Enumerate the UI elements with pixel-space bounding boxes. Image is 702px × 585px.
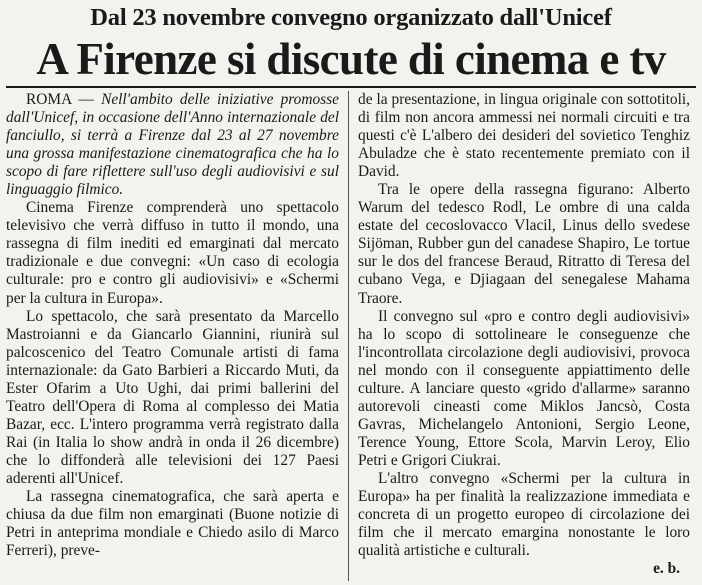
paragraph-3: Lo spettacolo, che sarà presentato da Marcello Mastroianni e da Giancarlo Giannini, riunirà sul palcoscenico del Teatro Comunale artisti di fama internazionale: da Gato Barbieri a Riccardo Muti, da Ester Ofarim a Uto Ughi, dai primi ballerini del Teatro dell'Opera di Roma al complesso dei Matia Bazar, ecc. L'intero programma verrà registrato dalla Rai (in Italia lo show andrà in onda il 26 dicembre) che lo diffonderà alle televisioni dei 127 Paesi aderenti all'Unicef.: [6, 307, 339, 487]
dateline: ROMA —: [26, 91, 94, 108]
byline: e. b.: [653, 560, 680, 578]
article-headline: A Firenze si discute di cinema e tv: [36, 34, 666, 84]
left-column: [6, 91, 348, 581]
paragraph-1: [6, 91, 339, 199]
paragraph-8: L'altro convegno «Schermi per la cultura in Europa» ha per finalità la realizzazione immediata e concreta di un progetto europeo di circolazione dei film che il mercato emargina nonostante le loro qualità artistiche e culturali.: [358, 469, 690, 560]
article-body: [6, 91, 696, 581]
paragraph-5: de la presentazione, in lingua originale con sottotitoli, di film non ancora ammessi nei normali circuiti e tra questi c'è L'albero dei desideri del sovietico Tenghiz Abuladze che è stato recentemente premiato con il David.: [358, 91, 690, 181]
headline-rule: [6, 86, 696, 88]
paragraph-2: Cinema Firenze comprenderà uno spettacolo televisivo che verrà diffuso in tutto il mondo, una rassegna di film inediti ed emarginati dal mercato tradizionale e due convegni: «Un caso di ecologia culturale: pro e contro gli audiovisivi» e «Schermi per la cultura in Europa».: [6, 199, 339, 307]
paragraph-7: Il convegno sul «pro e contro degli audiovisivi» ha lo scopo di sottolineare le conseguenze che l'incontrollata circolazione degli audiovisivi, provoca nel mondo con il conseguente appiattimento delle culture. A lanciare questo «grido d'allarme» saranno autorevoli cineasti come Miklos Jancsò, Costa Gavras, Michelangelo Antonioni, Sergio Leone, Terence Young, Ettore Scola, Marvin Leroy, Elio Petri e Grigori Ciukrai.: [358, 307, 690, 469]
paragraph-1-text: Nell'ambito delle iniziative promosse dall'Unicef, in occasione dell'Anno internazionale del fanciullo, si terrà a Firenze dal 23 al 27 novembre una grossa manifestazione cinematografica che ha lo scopo di fare riflettere sull'uso degli audiovisivi e sul linguaggio filmico.: [6, 91, 339, 199]
paragraph-4: La rassegna cinematografica, che sarà aperta e chiusa da due film non emarginati (Buone notizie di Petri in anteprima mondiale e Chiedo asilo di Marco Ferreri), preve-: [6, 488, 339, 560]
article-kicker: Dal 23 novembre convegno organizzato dall'Unicef: [90, 4, 612, 31]
paragraph-6: Tra le opere della rassegna figurano: Alberto Warum del tedesco Rodl, Le ombre di una calda estate del cecoslovacco Vlacil, Linus dello svedese Sijöman, Rubber gun del canadese Shapiro, Le tortue sur le dos del francese Beraud, Ritratto di Teresa del cubano Vega, e Djiagaan del senegalese Mahama Traore.: [358, 181, 690, 307]
right-column: [348, 91, 690, 581]
